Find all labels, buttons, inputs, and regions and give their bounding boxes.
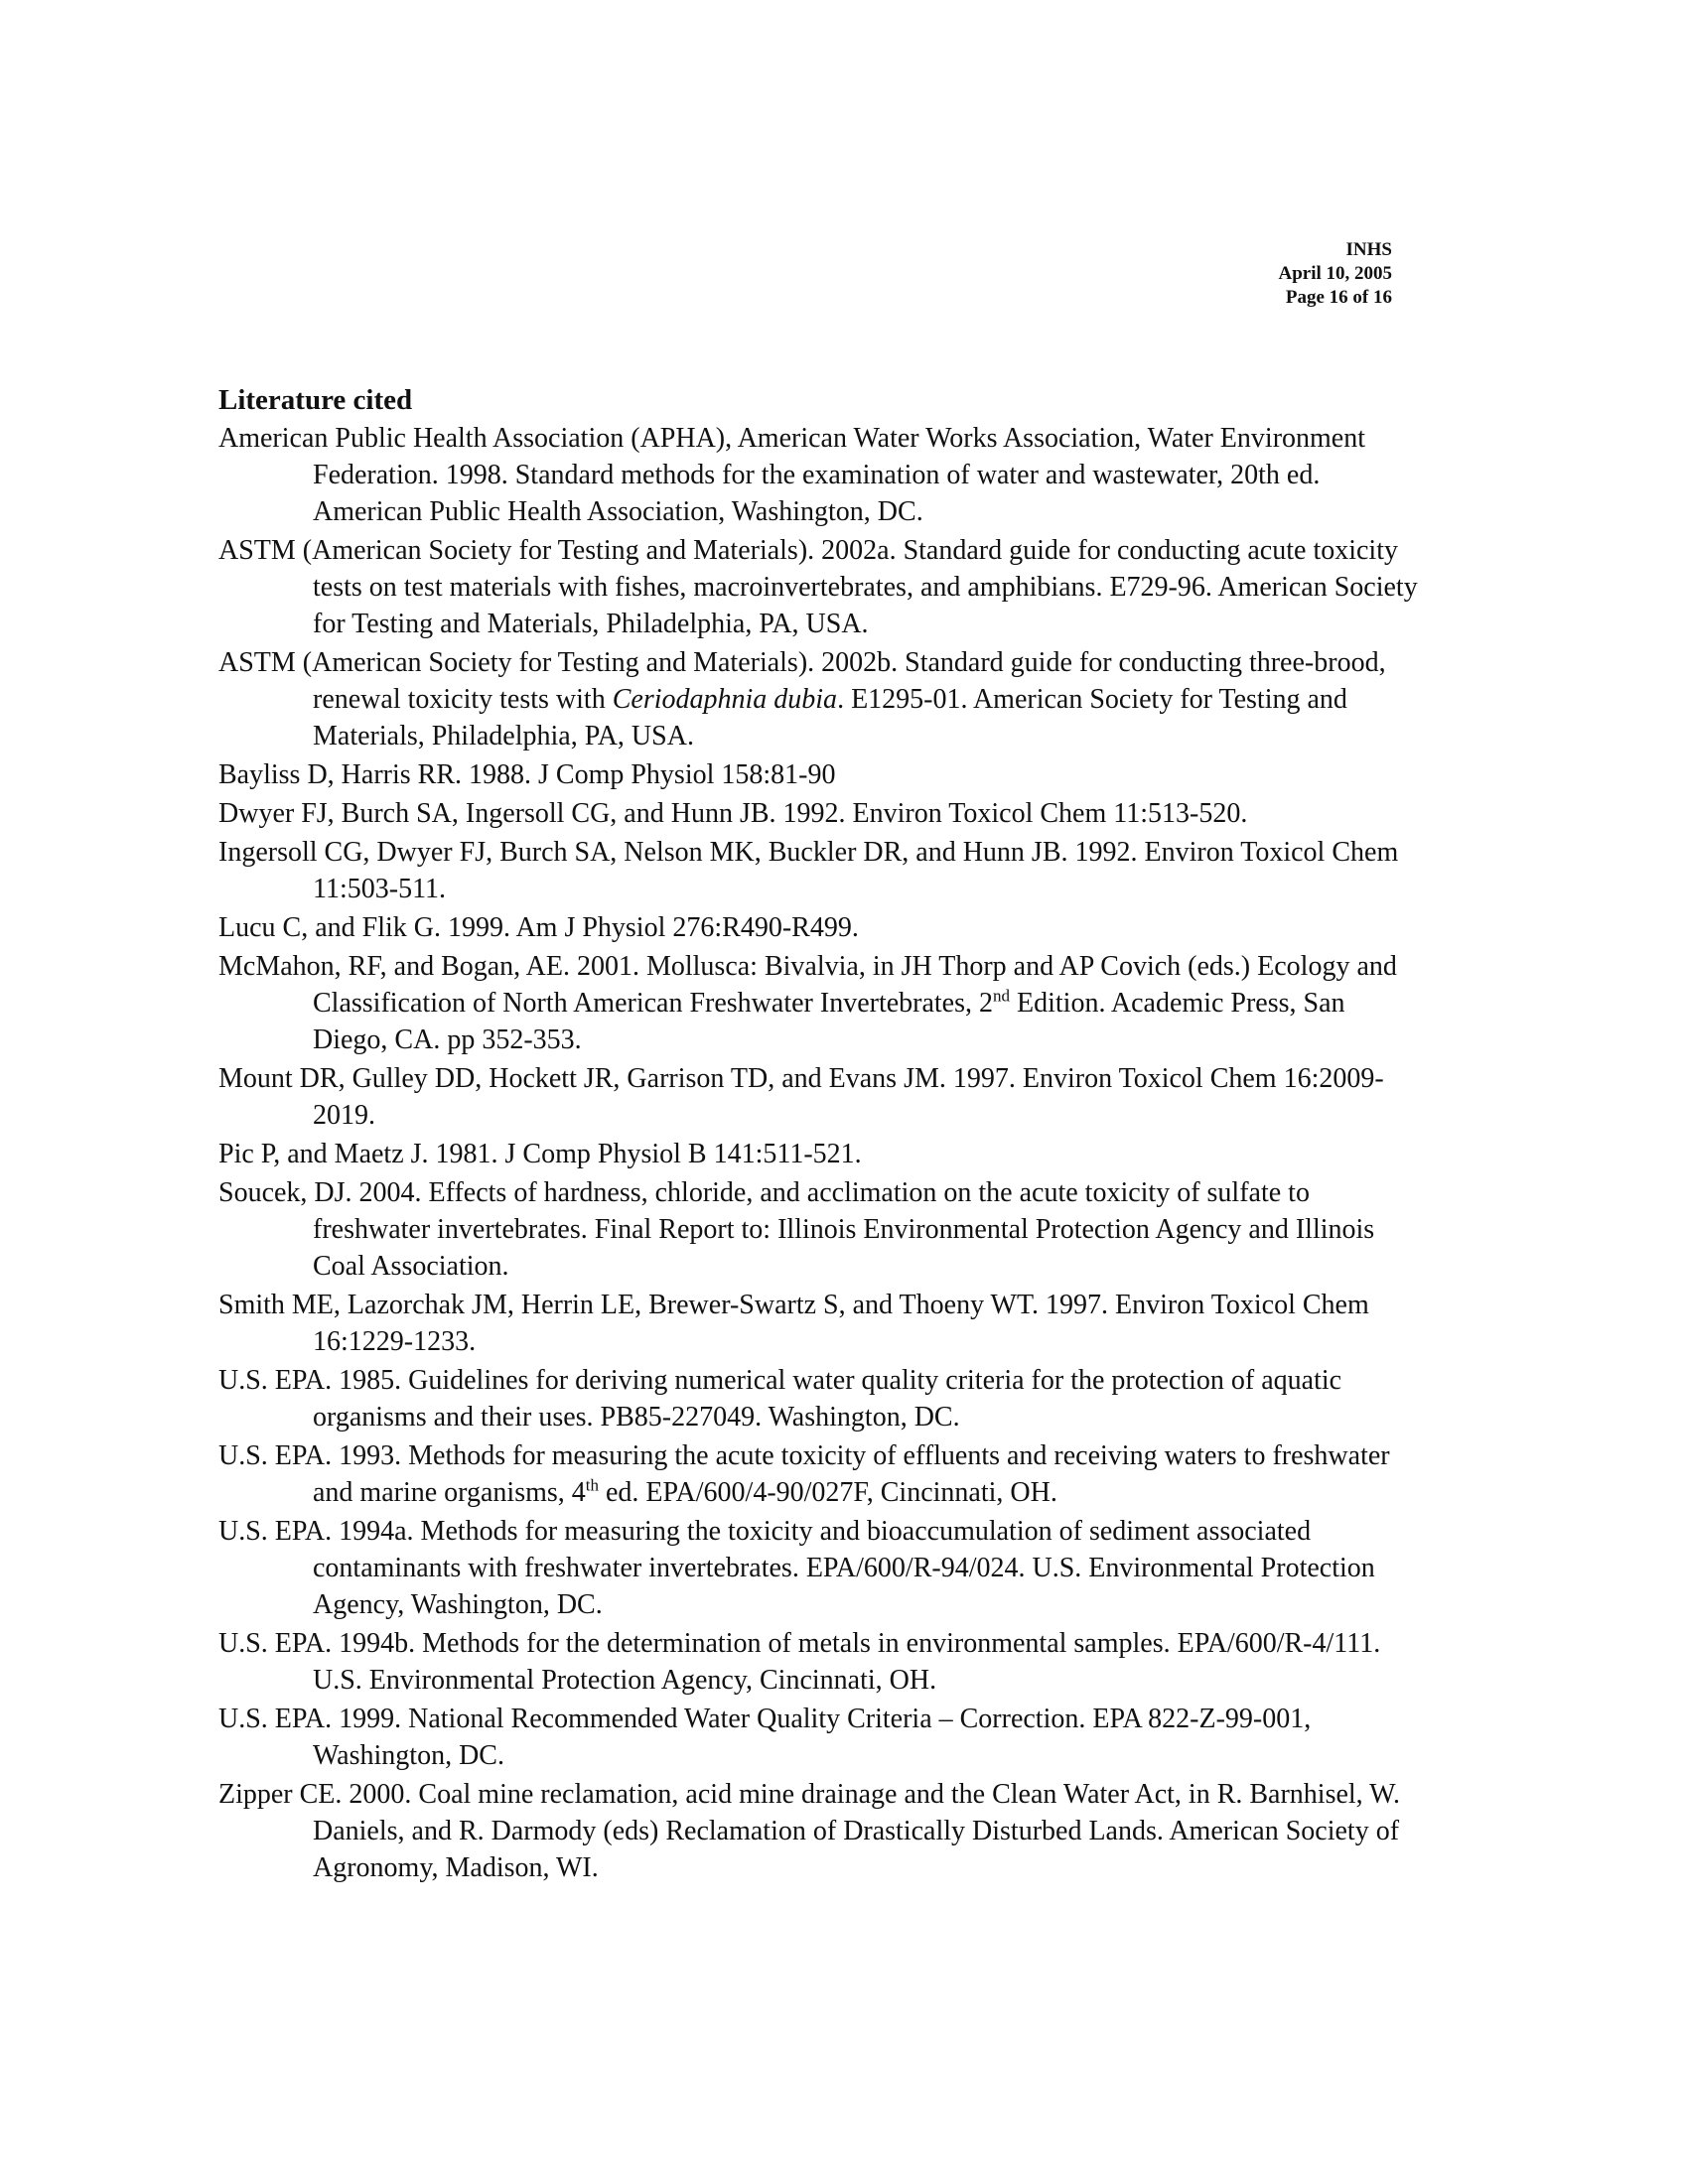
ordinal-suffix: nd: [993, 986, 1011, 1006]
species-name: Ceriodaphnia dubia: [612, 684, 838, 715]
reference-text: Mount DR, Gulley DD, Hockett JR, Garrison TD, and Evans JM. 1997. Environ Toxicol Chem 16:2009-2019.: [218, 1063, 1384, 1131]
reference-text: U.S. EPA. 1999. National Recommended Water Quality Criteria – Correction. EPA 822-Z-99-001, Washington, DC.: [218, 1704, 1312, 1771]
reference-item: [218, 756, 1420, 793]
reference-text: U.S. EPA. 1993. Methods for measuring the acute toxicity of effluents and receiving waters to freshwater and marine organisms, 4: [218, 1440, 1390, 1508]
reference-text: Ingersoll CG, Dwyer FJ, Burch SA, Nelson MK, Buckler DR, and Hunn JB. 1992. Environ Toxicol Chem 11:503-511.: [218, 837, 1399, 904]
reference-text: Lucu C, and Flik G. 1999. Am J Physiol 276:R490-R499.: [218, 912, 859, 943]
reference-text: Pic P, and Maetz J. 1981. J Comp Physiol B 141:511-521.: [218, 1139, 862, 1169]
reference-text: . E1295-01. American Society for Testing and Materials, Philadelphia, PA, USA.: [313, 684, 1347, 751]
reference-item: [218, 1513, 1420, 1623]
reference-text: ASTM (American Society for Testing and Materials). 2002a. Standard guide for conducting acute toxicity tests on test materials with fishes, macroinvertebrates, and amphibians. E729-96. American Society for Testing and Materials, Philadelphia, PA, USA.: [218, 535, 1418, 639]
reference-text: Zipper CE. 2000. Coal mine reclamation, acid mine drainage and the Clean Water Act, in R. Barnhisel, W. Daniels, and R. Darmody (eds) Reclamation of Drastically Disturbed Lands. American Society of Agronomy, Madison, WI.: [218, 1779, 1401, 1883]
reference-list: [218, 420, 1420, 1886]
reference-text: U.S. EPA. 1994a. Methods for measuring the toxicity and bioaccumulation of sediment associated contaminants with freshwater invertebrates. EPA/600/R-94/024. U.S. Environmental Protection Agency, Washington, DC.: [218, 1516, 1375, 1620]
reference-item: [218, 532, 1420, 642]
reference-text: Dwyer FJ, Burch SA, Ingersoll CG, and Hunn JB. 1992. Environ Toxicol Chem 11:513-520.: [218, 798, 1248, 829]
ordinal-suffix: th: [585, 1475, 599, 1495]
reference-item: [218, 1625, 1420, 1699]
reference-item: [218, 1362, 1420, 1435]
literature-cited-section: [218, 382, 1420, 1888]
reference-text: Soucek, DJ. 2004. Effects of hardness, chloride, and acclimation on the acute toxicity of sulfate to freshwater invertebrates. Final Report to: Illinois Environmental Protection Agency and Illinois Coal Association.: [218, 1177, 1375, 1282]
reference-item: [218, 420, 1420, 530]
header-org: INHS: [1345, 239, 1392, 260]
reference-item: [218, 1287, 1420, 1360]
reference-text: ASTM (American Society for Testing and Materials). 2002b. Standard guide for conducting three-brood, renewal toxicity tests with: [218, 647, 1386, 715]
reference-item: [218, 1701, 1420, 1774]
section-title: Literature cited: [218, 384, 413, 416]
reference-text: Edition. Academic Press, San Diego, CA. pp 352-353.: [313, 988, 1345, 1055]
reference-text: American Public Health Association (APHA), American Water Works Association, Water Environment Federation. 1998. Standard methods for the examination of water and wastewater, 20th ed. American Public Health Association, Washington, DC.: [218, 423, 1365, 527]
reference-item: [218, 795, 1420, 832]
reference-text: U.S. EPA. 1994b. Methods for the determination of metals in environmental samples. EPA/600/R-4/111. U.S. Environmental Protection Agency, Cincinnati, OH.: [218, 1628, 1381, 1696]
page-header: [1278, 238, 1392, 310]
reference-text: ed. EPA/600/4-90/027F, Cincinnati, OH.: [599, 1477, 1057, 1508]
reference-item: [218, 1060, 1420, 1134]
reference-text: McMahon, RF, and Bogan, AE. 2001. Mollusca: Bivalvia, in JH Thorp and AP Covich (eds.) Ecology and Classification of North American Freshwater Invertebrates, 2: [218, 951, 1397, 1019]
reference-item: [218, 909, 1420, 946]
reference-item: [218, 1136, 1420, 1172]
reference-text: Bayliss D, Harris RR. 1988. J Comp Physiol 158:81-90: [218, 759, 836, 790]
reference-item: [218, 1437, 1420, 1511]
header-date: April 10, 2005: [1278, 263, 1392, 284]
reference-item: [218, 834, 1420, 907]
reference-item: [218, 948, 1420, 1058]
reference-text: U.S. EPA. 1985. Guidelines for deriving numerical water quality criteria for the protection of aquatic organisms and their uses. PB85-227049. Washington, DC.: [218, 1365, 1342, 1433]
reference-text: Smith ME, Lazorchak JM, Herrin LE, Brewer-Swartz S, and Thoeny WT. 1997. Environ Toxicol Chem 16:1229-1233.: [218, 1290, 1369, 1357]
reference-item: [218, 644, 1420, 754]
header-page-number: Page 16 of 16: [1285, 287, 1392, 308]
reference-item: [218, 1174, 1420, 1285]
reference-item: [218, 1776, 1420, 1886]
